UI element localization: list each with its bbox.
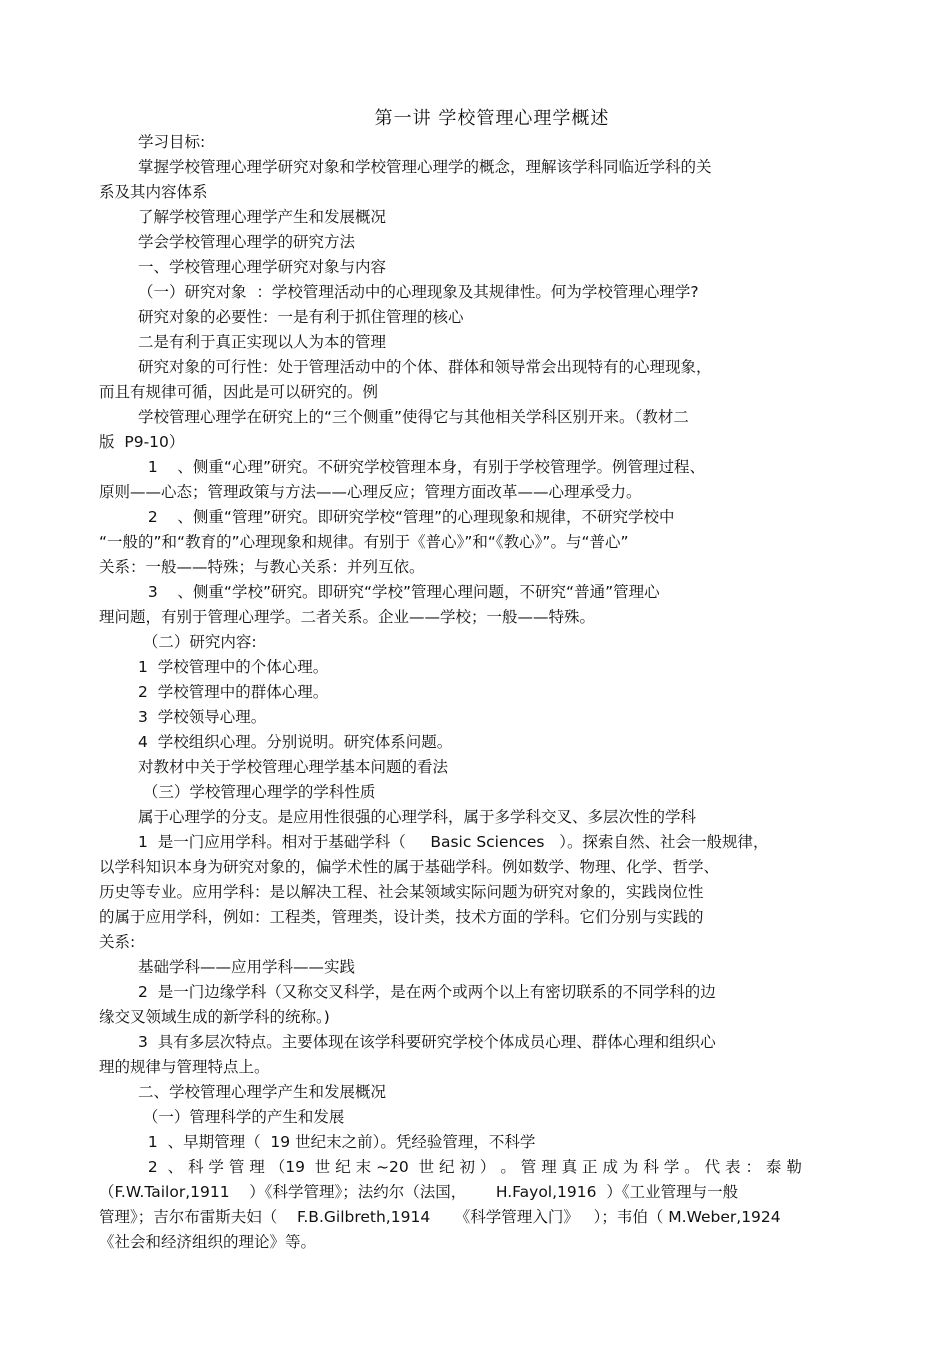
- text-line: （一）研究对象 ：学校管理活动中的心理现象及其规律性。何为学校管理心理学?: [138, 283, 699, 301]
- text-line: 学习目标:: [138, 133, 206, 151]
- text-line: 《社会和经济组织的理论》等。: [99, 1233, 317, 1251]
- text-line: 关系:: [99, 933, 136, 951]
- text-line: 1 、侧重“心理”研究。不研究学校管理本身，有别于学校管理学。例管理过程、: [138, 458, 705, 476]
- text-line: 以学科知识本身为研究对象的，偏学术性的属于基础学科。例如数学、物理、化学、哲学、: [99, 858, 720, 876]
- text-line: 3 、侧重“学校”研究。即研究“学校”管理心理问题，不研究“普通”管理心: [138, 583, 660, 601]
- text-line: 缘交叉领域生成的新学科的统称。): [99, 1008, 330, 1026]
- text-line: 基础学科——应用学科——实践: [138, 958, 356, 976]
- section-heading: 二、学校管理心理学产生和发展概况: [138, 1083, 387, 1101]
- page-title: 第一讲 学校管理心理学概述: [374, 108, 610, 129]
- text-line: 2 、 科 学 管 理 （19 世 纪 末 ~20 世 纪 初 ） 。 管 理 真 正 成 为 科 学 。 代 表 ： 泰 勒: [138, 1158, 802, 1176]
- text-line: 掌握学校管理心理学研究对象和学校管理心理学的概念，理解该学科同临近学科的关: [138, 158, 712, 176]
- text-line: 二是有利于真正实现以人为本的管理: [138, 333, 387, 351]
- text-line: 3 具有多层次特点。主要体现在该学科要研究学校个体成员心理、群体心理和组织心: [138, 1033, 716, 1051]
- text-line: 属于心理学的分支。是应用性很强的心理学科，属于多学科交叉、多层次性的学科: [138, 808, 697, 826]
- text-line: （F.W.Tailor,1911 ）《科学管理》；法约尔（法国， H.Fayol,1916 ）《工业管理与一般: [99, 1183, 739, 1201]
- list-item: 3 学校领导心理。: [138, 708, 267, 726]
- text-line: 对教材中关于学校管理心理学基本问题的看法: [138, 758, 449, 776]
- text-line: 2 、侧重“管理”研究。即研究学校“管理”的心理现象和规律，不研究学校中: [138, 508, 675, 526]
- text-line: 理问题，有别于管理心理学。二者关系。企业——学校；一般——特殊。: [99, 608, 596, 626]
- text-line: 历史等专业。应用学科：是以解决工程、社会某领域实际问题为研究对象的，实践岗位性: [99, 883, 704, 901]
- text-line: 1 是一门应用学科。相对于基础学科（ Basic Sciences ）。探索自然、社会一般规律，: [138, 833, 769, 851]
- text-line: 管理》；吉尔布雷斯夫妇（ F.B.Gilbreth,1914 《科学管理入门》 ）；韦伯（ M.Weber,1924: [99, 1208, 781, 1226]
- text-line: 学校管理心理学在研究上的“三个侧重”使得它与其他相关学科区别开来。（教材二: [138, 408, 689, 426]
- text-line: 理的规律与管理特点上。: [99, 1058, 270, 1076]
- list-item: 4 学校组织心理。分别说明。研究体系问题。: [138, 733, 453, 751]
- text-line: 1 、早期管理（ 19 世纪末之前）。凭经验管理，不科学: [138, 1133, 536, 1151]
- text-line: 系及其内容体系: [99, 183, 208, 201]
- text-line: 2 是一门边缘学科（又称交叉科学，是在两个或两个以上有密切联系的不同学科的边: [138, 983, 716, 1001]
- text-line: 原则——心态；管理政策与方法——心理反应；管理方面改革——心理承受力。: [99, 483, 642, 501]
- text-line: 而且有规律可循，因此是可以研究的。例: [99, 383, 379, 401]
- list-item: 1 学校管理中的个体心理。: [138, 658, 329, 676]
- text-line: 版 P9-10）: [99, 433, 185, 451]
- subsection-heading: （二）研究内容:: [138, 633, 257, 651]
- text-line: 研究对象的必要性：一是有利于抓住管理的核心: [138, 308, 464, 326]
- text-line: 的属于应用学科，例如：工程类，管理类，设计类，技术方面的学科。它们分别与实践的: [99, 908, 704, 926]
- subsection-heading: （三）学校管理心理学的学科性质: [138, 783, 376, 801]
- subsection-heading: （一）管理科学的产生和发展: [138, 1108, 345, 1126]
- text-line: 研究对象的可行性：处于管理活动中的个体、群体和领导常会出现特有的心理现象，: [138, 358, 712, 376]
- text-line: 了解学校管理心理学产生和发展概况: [138, 208, 387, 226]
- text-line: 关系：一般——特殊；与教心关系：并列互依。: [99, 558, 425, 576]
- section-heading: 一、学校管理心理学研究对象与内容: [138, 258, 387, 276]
- list-item: 2 学校管理中的群体心理。: [138, 683, 329, 701]
- text-line: 学会学校管理心理学的研究方法: [138, 233, 356, 251]
- text-line: “一般的”和“教育的”心理现象和规律。有别于《普心》”和“《教心》”。与“普心”: [99, 533, 629, 551]
